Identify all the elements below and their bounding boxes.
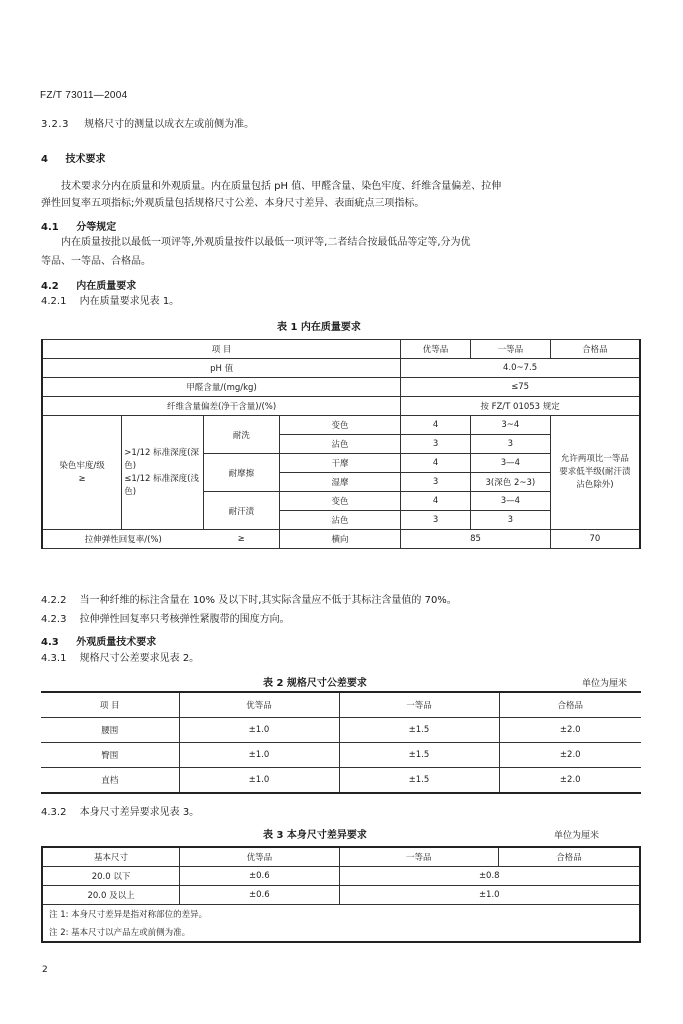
clause-text: 规格尺寸公差要求见表 2。 [79, 653, 200, 664]
page-number: 2 [42, 965, 48, 975]
wash-label: 耐洗 [204, 416, 280, 454]
header-first: 一等品 [339, 847, 498, 867]
row-premium: ±0.6 [180, 886, 339, 905]
table-note-row [42, 923, 640, 942]
row-label: 纤维含量偏差(净干含量)/(%) [42, 397, 401, 416]
section-title: 外观质量技术要求 [76, 637, 157, 648]
table-row [42, 867, 640, 886]
clause-4-2-1 [41, 295, 179, 309]
section-number: 4.3 [41, 637, 59, 648]
table-1-internal-quality [41, 339, 641, 549]
first-value: 3~4 [470, 416, 550, 435]
first-value: 3—4 [470, 492, 550, 511]
paragraph-line: 内在质量按批以最低一项评等,外观质量按件以最低一项评等,二者结合按最低品等定等,分为优 [61, 237, 471, 248]
clause-4-3-2 [41, 806, 199, 820]
section-number: 4.2 [41, 281, 59, 292]
sub-label: 沾色 [279, 435, 400, 454]
depth-conditions [122, 416, 204, 530]
row-first-qualified: ±1.0 [339, 886, 640, 905]
depth-light: ≤1/12 标准深度(浅色) [124, 473, 199, 497]
table-2-unit: 单位为厘米 [582, 679, 628, 689]
clause-text: 当一种纤维的标注含量在 10% 及以下时,其实际含量应不低于其标注含量值的 70%。 [79, 595, 457, 606]
table-1-caption: 表 1 内在质量要求 [277, 322, 361, 333]
table-row [42, 359, 640, 378]
table-note-2: 注 2: 基本尺寸以产品左或前侧为准。 [42, 923, 640, 942]
row-label: 甲醛含量/(mg/kg) [42, 378, 401, 397]
header-item: 项 目 [42, 340, 401, 359]
clause-number: 4.3.1 [41, 653, 67, 664]
section-title: 技术要求 [65, 154, 106, 165]
section-number: 4.1 [41, 222, 59, 233]
stretch-qualified: 70 [550, 530, 640, 549]
row-item: 腰围 [41, 718, 179, 743]
header-qualified: 合格品 [499, 692, 641, 718]
table-row [41, 743, 641, 768]
paragraph-line: 技术要求分内在质量和外观质量。内在质量包括 pH 值、甲醛含量、染色牢度、纤维含量偏差、拉伸 [61, 181, 502, 192]
premium-value: 3 [401, 435, 471, 454]
premium-value: 3 [401, 473, 471, 492]
clause-text: 内在质量要求见表 1。 [79, 296, 180, 307]
header-qualified: 合格品 [550, 340, 640, 359]
row-value: 4.0~7.5 [401, 359, 640, 378]
stretch-direction: 横向 [279, 530, 400, 549]
header-qualified: 合格品 [498, 847, 640, 867]
colorfast-ge: ≥ [78, 473, 86, 484]
paragraph-line: 弹性回复率五项指标;外观质量包括规格尺寸公差、本身尺寸差异、表面疵点三项指标。 [41, 198, 425, 209]
clause-4-2-3 [41, 613, 290, 627]
premium-value: 3 [401, 511, 471, 530]
standard-number: FZ/T 73011—2004 [40, 90, 128, 101]
table-3-self-size-difference [41, 846, 641, 943]
row-first: ±1.5 [339, 743, 499, 768]
table-header-row [41, 692, 641, 718]
sweat-label: 耐汗渍 [204, 492, 280, 530]
table-row [41, 718, 641, 743]
table-row [42, 416, 640, 435]
sub-label: 沾色 [279, 511, 400, 530]
header-premium: 优等品 [401, 340, 471, 359]
table-note-1: 注 1: 本身尺寸差异是指对称部位的差异。 [42, 905, 640, 924]
table-row [41, 768, 641, 794]
table-3-unit: 单位为厘米 [554, 831, 600, 841]
table-row [42, 530, 640, 549]
sub-label: 变色 [279, 416, 400, 435]
row-first: ±1.5 [339, 718, 499, 743]
clause-number: 4.3.2 [41, 807, 67, 818]
clause-text: 拉伸弹性回复率只考核弹性紧腹带的围度方向。 [79, 614, 290, 625]
header-item: 项 目 [41, 692, 179, 718]
row-premium: ±1.0 [179, 743, 339, 768]
row-label: pH 值 [42, 359, 401, 378]
row-item: 臀围 [41, 743, 179, 768]
row-item: 直档 [41, 768, 179, 794]
first-value: 3—4 [470, 454, 550, 473]
table-row [42, 397, 640, 416]
header-base: 基本尺寸 [42, 847, 180, 867]
header-premium: 优等品 [180, 847, 339, 867]
row-value: ≤75 [401, 378, 640, 397]
clause-text: 本身尺寸差异要求见表 3。 [79, 807, 200, 818]
row-first: ±1.5 [339, 768, 499, 794]
table-note-row [42, 905, 640, 924]
sub-label: 湿摩 [279, 473, 400, 492]
stretch-label: 拉伸弹性回复率/(%) [42, 530, 204, 549]
row-qualified: ±2.0 [499, 768, 641, 794]
row-value: 按 FZ/T 01053 规定 [401, 397, 640, 416]
row-base: 20.0 以下 [42, 867, 180, 886]
row-qualified: ±2.0 [499, 718, 641, 743]
premium-value: 4 [401, 492, 471, 511]
clause-number: 4.2.2 [41, 595, 67, 606]
sub-label: 变色 [279, 492, 400, 511]
section-4-2-heading [41, 277, 136, 292]
row-qualified: ±2.0 [499, 743, 641, 768]
sub-label: 干摩 [279, 454, 400, 473]
clause-number: 4.2.3 [41, 614, 67, 625]
section-4-3-heading [41, 633, 156, 648]
section-4-heading [41, 150, 105, 165]
table-2-caption: 表 2 规格尺寸公差要求 [263, 678, 367, 689]
first-value: 3 [470, 511, 550, 530]
section-4-1-heading [41, 218, 116, 233]
rub-label: 耐摩擦 [204, 454, 280, 492]
header-first: 一等品 [339, 692, 499, 718]
clause-number: 4.2.1 [41, 296, 67, 307]
row-premium: ±0.6 [180, 867, 339, 886]
section-number: 4 [41, 154, 48, 165]
row-first-qualified: ±0.8 [339, 867, 640, 886]
table-row [42, 378, 640, 397]
first-value: 3(深色 2~3) [470, 473, 550, 492]
clause-3-2-3 [41, 118, 254, 132]
stretch-premium-first: 85 [401, 530, 551, 549]
row-premium: ±1.0 [179, 718, 339, 743]
section-title: 分等规定 [76, 222, 117, 233]
table-header-row [42, 847, 640, 867]
depth-dark: >1/12 标准深度(深色) [124, 447, 199, 471]
colorfast-label-text: 染色牢度/级 [59, 460, 105, 471]
clause-text: 规格尺寸的测量以成衣左或前侧为准。 [84, 119, 255, 130]
section-title: 内在质量要求 [76, 281, 137, 292]
row-premium: ±1.0 [179, 768, 339, 794]
colorfast-label [42, 416, 122, 530]
table-2-size-tolerance [41, 691, 641, 794]
header-premium: 优等品 [179, 692, 339, 718]
premium-value: 4 [401, 416, 471, 435]
stretch-ge: ≥ [204, 530, 280, 549]
clause-number: 3.2.3 [41, 119, 69, 130]
colorfast-note: 允许两项比一等品要求低半级(耐汗渍沾色除外) [550, 416, 640, 530]
premium-value: 4 [401, 454, 471, 473]
table-header-row [42, 340, 640, 359]
first-value: 3 [470, 435, 550, 454]
table-row [42, 886, 640, 905]
header-first: 一等品 [470, 340, 550, 359]
clause-4-2-2 [41, 594, 457, 608]
table-3-caption: 表 3 本身尺寸差异要求 [263, 830, 367, 841]
clause-4-3-1 [41, 652, 199, 666]
row-base: 20.0 及以上 [42, 886, 180, 905]
paragraph-line: 等品、一等品、合格品。 [41, 256, 151, 267]
